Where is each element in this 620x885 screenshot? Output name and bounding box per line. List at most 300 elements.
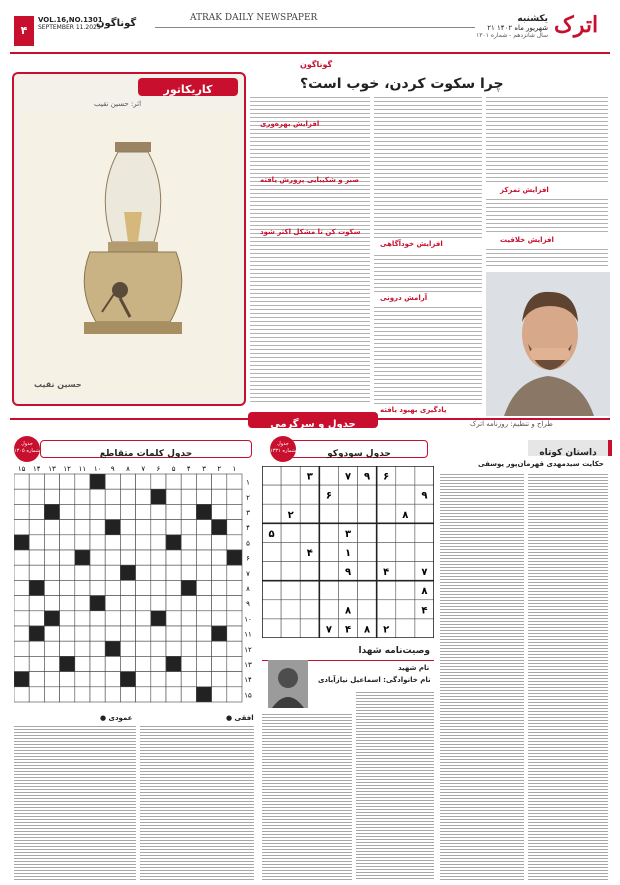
cross-cell: [212, 687, 227, 702]
cross-black-cell: [196, 687, 211, 702]
sudoku-cell: [319, 562, 338, 581]
will-header: [262, 644, 434, 661]
cross-black-cell: [212, 626, 227, 641]
sudoku-cell: [358, 562, 377, 581]
cross-cell: [151, 520, 166, 535]
cross-cell: [75, 672, 90, 687]
sudoku-badge-label: جدول شماره ۱۳۳۱: [270, 441, 296, 454]
cross-cell: [44, 550, 59, 565]
cross-cell: [136, 641, 151, 656]
cross-cell: [196, 672, 211, 687]
cross-cell: [105, 672, 120, 687]
sudoku-cell: [415, 619, 434, 638]
will-title: وصیت‌نامه شهدا: [358, 646, 430, 656]
cross-cell: [75, 656, 90, 671]
cross-col-number: ۳: [202, 465, 206, 473]
cross-cell: [136, 565, 151, 580]
cross-cell: [181, 656, 196, 671]
cross-cell: [151, 580, 166, 595]
cross-cell: [181, 504, 196, 519]
cross-vertical-label: ● عمودی: [100, 714, 133, 722]
cross-cell: [151, 550, 166, 565]
sudoku-cell: [358, 523, 377, 542]
cross-cell: [29, 520, 44, 535]
cartoon-title: کاریکاتور: [163, 83, 213, 96]
cross-cell: [75, 504, 90, 519]
sudoku-given: ۵: [268, 528, 275, 540]
cross-cell: [14, 626, 29, 641]
logo-text: اترک: [554, 12, 599, 38]
cross-cell: [75, 626, 90, 641]
crossword-board: [14, 462, 254, 708]
sudoku-grid: [262, 466, 434, 638]
cross-cell: [227, 596, 242, 611]
cross-cell: [14, 550, 29, 565]
cross-cell: [227, 626, 242, 641]
cross-cell: [29, 672, 44, 687]
cross-cell: [29, 550, 44, 565]
cross-cell: [166, 474, 181, 489]
cross-cell: [14, 565, 29, 580]
sudoku-given: ۸: [344, 605, 352, 617]
cross-cell: [29, 565, 44, 580]
cartoon-art: [20, 112, 238, 398]
cross-col-number: ۸: [126, 465, 130, 473]
cross-cell: [196, 641, 211, 656]
cross-col-number: ۱۲: [63, 465, 71, 473]
subhead-7: سکوت کن تا مشکل اکثر شود: [260, 228, 361, 236]
cross-cell: [196, 656, 211, 671]
sudoku-cell: [262, 581, 281, 600]
cross-cell: [151, 596, 166, 611]
cross-cell: [227, 474, 242, 489]
sudoku-cell: [396, 581, 415, 600]
sudoku-cell: [281, 523, 300, 542]
section-label: گوناگون: [96, 18, 137, 29]
cross-black-cell: [90, 596, 105, 611]
cross-badge-label: جدول شماره ۱۳۰۵: [14, 441, 40, 454]
cross-title: جدول کلمات متقاطع: [99, 449, 193, 459]
sudoku-cell: [415, 542, 434, 561]
cross-cell: [29, 535, 44, 550]
cross-black-cell: [90, 474, 105, 489]
cross-cell: [212, 550, 227, 565]
cross-black-cell: [166, 535, 181, 550]
portrait-icon: [268, 660, 308, 708]
cross-cell: [181, 565, 196, 580]
cross-cell: [196, 580, 211, 595]
sudoku-cell: [281, 619, 300, 638]
sudoku-given: ۲: [383, 624, 390, 636]
cross-cell: [181, 520, 196, 535]
cross-col-number: ۴: [186, 465, 191, 473]
cross-black-cell: [29, 580, 44, 595]
article-col-1: [250, 94, 370, 404]
sudoku-given: ۴: [383, 567, 390, 579]
cross-black-cell: [151, 611, 166, 626]
cross-col-number: ۹: [110, 465, 115, 473]
cross-cell: [136, 580, 151, 595]
story-subtitle: حکایت سیدمهدی قهرمان‌پور یوسفی: [478, 460, 604, 468]
cross-cell: [60, 489, 75, 504]
date-en: SEPTEMBER 11.2023: [38, 24, 101, 31]
cross-cell: [212, 565, 227, 580]
cross-cell: [44, 641, 59, 656]
cross-row-number: ۱۵: [244, 691, 252, 700]
sudoku-given: ۲: [287, 509, 294, 521]
cross-cell: [227, 580, 242, 595]
logo: [554, 12, 606, 48]
sudoku-cell: [281, 466, 300, 485]
sudoku-cell: [300, 523, 319, 542]
sudoku-given: ۳: [344, 528, 352, 540]
sudoku-cell: [396, 523, 415, 542]
cross-horizontal-label: ● افقی: [226, 714, 254, 722]
vol: VOL.16,NO.1301: [38, 16, 103, 24]
sudoku-cell: [377, 504, 396, 523]
sudoku-given: ۷: [344, 471, 352, 483]
cross-cell: [120, 474, 135, 489]
cross-cell: [44, 580, 59, 595]
cross-cell: [44, 672, 59, 687]
sudoku-cell: [358, 504, 377, 523]
cross-cell: [90, 626, 105, 641]
cross-cell: [44, 656, 59, 671]
cross-cell: [151, 672, 166, 687]
cross-cell: [136, 520, 151, 535]
man-silence-icon: [486, 272, 610, 416]
sudoku-cell: [262, 562, 281, 581]
cross-cell: [60, 611, 75, 626]
cross-cell: [181, 687, 196, 702]
cross-cell: [120, 535, 135, 550]
cross-cell: [105, 596, 120, 611]
cross-cell: [75, 535, 90, 550]
cross-cell: [105, 626, 120, 641]
cross-col-number: ۶: [156, 465, 161, 473]
sudoku-cell: [377, 523, 396, 542]
cross-cell: [181, 611, 196, 626]
cross-cell: [90, 565, 105, 580]
subhead-2: افزایش خلاقیت: [500, 236, 554, 244]
cross-cell: [151, 474, 166, 489]
cross-cell: [105, 611, 120, 626]
cross-cell: [44, 520, 59, 535]
cross-cell: [90, 687, 105, 702]
cross-row-number: ۱۴: [244, 676, 252, 685]
sudoku-cell: [377, 600, 396, 619]
sudoku-cell: [396, 485, 415, 504]
cross-cell: [136, 489, 151, 504]
top-divider: [10, 52, 610, 54]
cross-cell: [120, 550, 135, 565]
cross-row-number: ۱۰: [244, 615, 252, 624]
cross-horizontal-clues: [140, 724, 254, 880]
sudoku-given: ۹: [421, 490, 428, 502]
cross-cell: [120, 520, 135, 535]
cross-black-cell: [105, 641, 120, 656]
cross-cell: [90, 611, 105, 626]
cross-cell: [212, 474, 227, 489]
sudoku-given: ۴: [306, 548, 313, 559]
cross-cell: [44, 489, 59, 504]
article-col-3c: [486, 246, 608, 268]
subhead-8: یادگیری بهبود یافته: [380, 406, 447, 414]
cross-cell: [120, 580, 135, 595]
cross-cell: [120, 641, 135, 656]
sudoku-cell: [377, 542, 396, 561]
sudoku-cell: [262, 466, 281, 485]
cross-cell: [60, 565, 75, 580]
cross-cell: [29, 474, 44, 489]
cross-black-cell: [44, 611, 59, 626]
cross-col-number: ۱۴: [33, 465, 41, 473]
page-number: ۴: [20, 24, 28, 37]
will-text-col-1: [356, 690, 434, 880]
cross-black-cell: [60, 656, 75, 671]
cross-cell: [75, 641, 90, 656]
cross-cell: [75, 565, 90, 580]
cross-cell: [60, 504, 75, 519]
cross-header: [40, 440, 252, 458]
cross-cell: [60, 687, 75, 702]
cross-cell: [212, 535, 227, 550]
sudoku-cell: [358, 581, 377, 600]
cross-cell: [151, 687, 166, 702]
sudoku-cell: [358, 542, 377, 561]
cross-cell: [196, 474, 211, 489]
cross-cell: [212, 489, 227, 504]
cross-cell: [227, 672, 242, 687]
cross-col-number: ۱۰: [93, 465, 102, 473]
cross-black-cell: [212, 520, 227, 535]
cross-row-number: ۱۳: [244, 661, 252, 669]
cross-cell: [196, 596, 211, 611]
sudoku-cell: [300, 485, 319, 504]
cross-row-number: ۱۱: [244, 630, 252, 639]
cross-cell: [181, 626, 196, 641]
sudoku-cell: [338, 504, 357, 523]
sudoku-given: ۳: [306, 471, 313, 483]
sudoku-cell: [396, 542, 415, 561]
cross-cell: [60, 580, 75, 595]
cross-cell: [166, 565, 181, 580]
martyr-name: نام خانوادگی: اسماعیل نیازآبادی: [318, 676, 431, 684]
sudoku-header: [290, 440, 428, 458]
puzzle-banner-label: جدول و سرگرمی: [270, 419, 356, 430]
masthead: [0, 10, 620, 52]
sudoku-given: ۴: [421, 605, 428, 617]
cross-cell: [29, 656, 44, 671]
cross-black-cell: [227, 550, 242, 565]
cross-vertical-clues: [14, 724, 136, 880]
sudoku-cell: [358, 600, 377, 619]
cross-cell: [14, 596, 29, 611]
cross-cell: [14, 520, 29, 535]
subhead-4: آرامش درونی: [380, 294, 428, 302]
cross-cell: [44, 474, 59, 489]
sudoku-given: ۷: [421, 567, 428, 579]
sudoku-cell: [319, 581, 338, 600]
sudoku-cell: [281, 542, 300, 561]
cross-cell: [105, 474, 120, 489]
sudoku-cell: [262, 542, 281, 561]
cross-cell: [181, 596, 196, 611]
cartoon-header: [138, 78, 238, 96]
cross-cell: [90, 489, 105, 504]
cross-cell: [136, 535, 151, 550]
cross-cell: [29, 687, 44, 702]
cross-cell: [227, 565, 242, 580]
cross-cell: [136, 687, 151, 702]
cross-cell: [120, 656, 135, 671]
sudoku-cell: [415, 504, 434, 523]
cross-row-number: ۷: [246, 569, 250, 578]
martyr-label: نام شهید: [398, 664, 430, 672]
cross-cell: [90, 535, 105, 550]
cross-cell: [75, 687, 90, 702]
sudoku-cell: [319, 523, 338, 542]
story-col-2: [440, 472, 524, 882]
puzzle-banner: [248, 412, 378, 428]
sudoku-cell: [262, 485, 281, 504]
sudoku-cell: [338, 581, 357, 600]
cross-cell: [29, 504, 44, 519]
sudoku-cell: [262, 619, 281, 638]
sudoku-title: جدول سودوکو: [327, 449, 391, 459]
cross-cell: [105, 535, 120, 550]
cross-cell: [227, 687, 242, 702]
cross-cell: [227, 641, 242, 656]
cross-col-number: ۲: [217, 465, 222, 473]
article-col-2: [374, 94, 482, 239]
sudoku-given: ۸: [421, 586, 428, 598]
cross-cell: [60, 596, 75, 611]
cross-cell: [136, 656, 151, 671]
will-text-col-2: [262, 712, 352, 880]
article-col-3b: [486, 196, 608, 234]
sudoku-given: ۹: [364, 471, 371, 483]
cross-cell: [196, 550, 211, 565]
subhead-3: افزایش خودآگاهی: [380, 240, 443, 248]
cross-cell: [151, 535, 166, 550]
cross-grid: [14, 462, 254, 708]
cross-cell: [181, 641, 196, 656]
cross-col-number: ۱۳: [48, 465, 56, 473]
cross-cell: [166, 580, 181, 595]
sudoku-cell: [415, 523, 434, 542]
cross-cell: [90, 504, 105, 519]
cross-cell: [212, 596, 227, 611]
cross-cell: [120, 489, 135, 504]
cross-cell: [212, 580, 227, 595]
cross-cell: [29, 596, 44, 611]
cross-cell: [120, 626, 135, 641]
cross-cell: [166, 687, 181, 702]
sudoku-cell: [377, 581, 396, 600]
cross-cell: [75, 520, 90, 535]
cross-cell: [196, 611, 211, 626]
cross-cell: [166, 672, 181, 687]
cross-cell: [75, 489, 90, 504]
page-box: [14, 16, 34, 46]
cross-cell: [120, 596, 135, 611]
sudoku-given: ۶: [325, 490, 332, 502]
cross-cell: [90, 641, 105, 656]
vol-block: [38, 16, 103, 31]
sudoku-cell: [319, 600, 338, 619]
cross-cell: [151, 656, 166, 671]
cross-col-number: ۱۵: [17, 465, 26, 473]
sudoku-cell: [415, 466, 434, 485]
cross-cell: [90, 580, 105, 595]
cross-cell: [44, 687, 59, 702]
article-title: چرا سکوت کردن، خوب است؟: [300, 76, 504, 92]
cross-black-cell: [14, 672, 29, 687]
cross-cell: [14, 474, 29, 489]
sudoku-cell: [300, 504, 319, 523]
sudoku-cell: [262, 504, 281, 523]
cross-cell: [227, 611, 242, 626]
article-col-3: [486, 94, 608, 184]
cross-col-number: ۱: [232, 465, 237, 473]
cross-black-cell: [181, 580, 196, 595]
sudoku-cell: [396, 600, 415, 619]
cross-cell: [14, 580, 29, 595]
cross-cell: [90, 656, 105, 671]
cross-cell: [105, 580, 120, 595]
sudoku-cell: [281, 600, 300, 619]
cross-cell: [90, 520, 105, 535]
cross-cell: [105, 504, 120, 519]
martyr-photo: [268, 660, 308, 708]
sudoku-cell: [300, 562, 319, 581]
sudoku-given: ۱: [344, 548, 352, 559]
cross-cell: [151, 504, 166, 519]
cross-cell: [105, 565, 120, 580]
cross-cell: [60, 641, 75, 656]
cross-black-cell: [151, 489, 166, 504]
cross-black-cell: [120, 565, 135, 580]
sudoku-badge: [270, 436, 296, 462]
sudoku-cell: [262, 600, 281, 619]
subhead-1: افزایش تمرکز: [500, 186, 549, 194]
cross-cell: [60, 474, 75, 489]
cross-cell: [120, 504, 135, 519]
cross-cell: [136, 626, 151, 641]
cross-black-cell: [196, 504, 211, 519]
cross-cell: [29, 611, 44, 626]
cross-cell: [60, 520, 75, 535]
cross-cell: [90, 550, 105, 565]
cross-cell: [60, 672, 75, 687]
cross-cell: [44, 535, 59, 550]
puzzle-credit: طراح و تنظیم: روزنامه اترک: [470, 420, 553, 428]
sudoku-cell: [396, 619, 415, 638]
cross-cell: [212, 611, 227, 626]
cross-cell: [166, 596, 181, 611]
sudoku-cell: [300, 600, 319, 619]
date-block: [468, 14, 548, 39]
sudoku-given: ۸: [364, 624, 371, 636]
cross-cell: [44, 596, 59, 611]
cross-cell: [29, 641, 44, 656]
cross-cell: [181, 672, 196, 687]
issue-line: سال شانزدهم - شماره ۱۳۰۱: [476, 32, 548, 39]
cross-cell: [120, 611, 135, 626]
article-photo: [486, 272, 610, 416]
cross-cell: [44, 565, 59, 580]
